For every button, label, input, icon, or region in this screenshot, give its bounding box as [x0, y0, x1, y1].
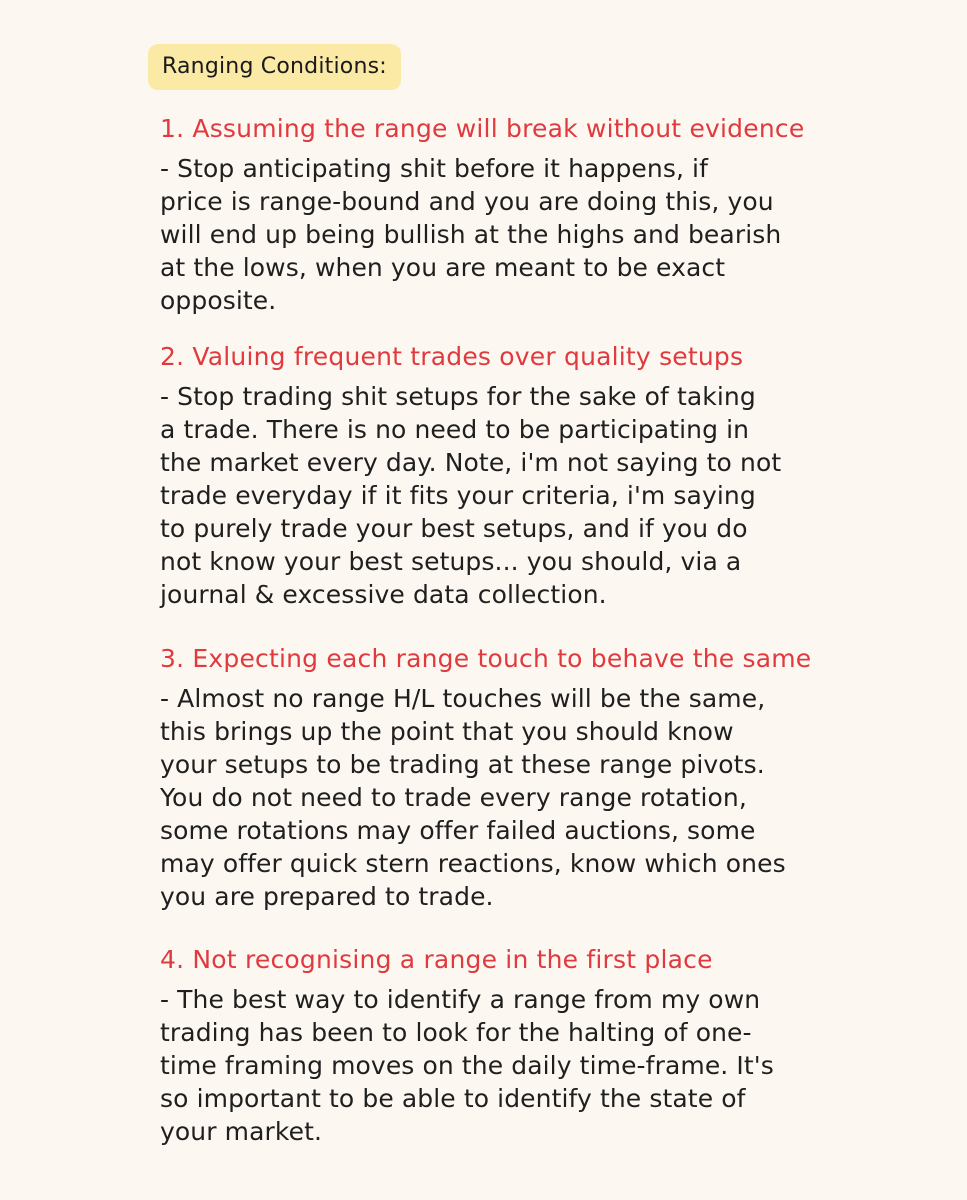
- body-line: a trade. There is no need to be participating in: [160, 415, 750, 444]
- body-line: will end up being bullish at the highs and bearish: [160, 220, 782, 249]
- body-line: your setups to be trading at these range pivots.: [160, 750, 765, 779]
- list-item-3: [160, 643, 840, 913]
- item-title: 3. Expecting each range touch to behave the same: [160, 644, 812, 673]
- body-line: - Almost no range H/L touches will be the same,: [160, 684, 766, 713]
- item-body: [160, 152, 840, 317]
- body-line: may offer quick stern reactions, know which ones: [160, 849, 786, 878]
- item-body: [160, 682, 840, 913]
- body-line: journal & excessive data collection.: [160, 580, 607, 609]
- body-line: - Stop anticipating shit before it happens, if: [160, 154, 709, 183]
- body-line: You do not need to trade every range rotation,: [160, 783, 747, 812]
- body-line: trading has been to look for the halting of one-: [160, 1018, 752, 1047]
- body-line: opposite.: [160, 286, 277, 315]
- body-line: time framing moves on the daily time-frame. It's: [160, 1051, 774, 1080]
- body-line: not know your best setups... you should, via a: [160, 547, 742, 576]
- item-title: 4. Not recognising a range in the first place: [160, 945, 713, 974]
- section-heading-badge: Ranging Conditions:: [148, 44, 401, 90]
- body-line: - Stop trading shit setups for the sake of taking: [160, 382, 756, 411]
- body-line: the market every day. Note, i'm not saying to not: [160, 448, 782, 477]
- item-body: [160, 380, 840, 611]
- item-title: 2. Valuing frequent trades over quality setups: [160, 342, 744, 371]
- list-item-2: [160, 341, 840, 611]
- body-line: trade everyday if it fits your criteria, i'm saying: [160, 481, 756, 510]
- body-line: to purely trade your best setups, and if you do: [160, 514, 748, 543]
- list-item-4: [160, 944, 840, 1148]
- body-line: you are prepared to trade.: [160, 882, 494, 911]
- item-title: 1. Assuming the range will break without evidence: [160, 114, 805, 143]
- body-line: some rotations may offer failed auctions, some: [160, 816, 756, 845]
- body-line: - The best way to identify a range from my own: [160, 985, 761, 1014]
- body-line: at the lows, when you are meant to be exact: [160, 253, 726, 282]
- body-line: so important to be able to identify the state of: [160, 1084, 746, 1113]
- body-line: this brings up the point that you should know: [160, 717, 734, 746]
- body-line: your market.: [160, 1117, 323, 1146]
- list-item-1: [160, 113, 840, 317]
- body-line: price is range-bound and you are doing this, you: [160, 187, 774, 216]
- item-body: [160, 983, 840, 1148]
